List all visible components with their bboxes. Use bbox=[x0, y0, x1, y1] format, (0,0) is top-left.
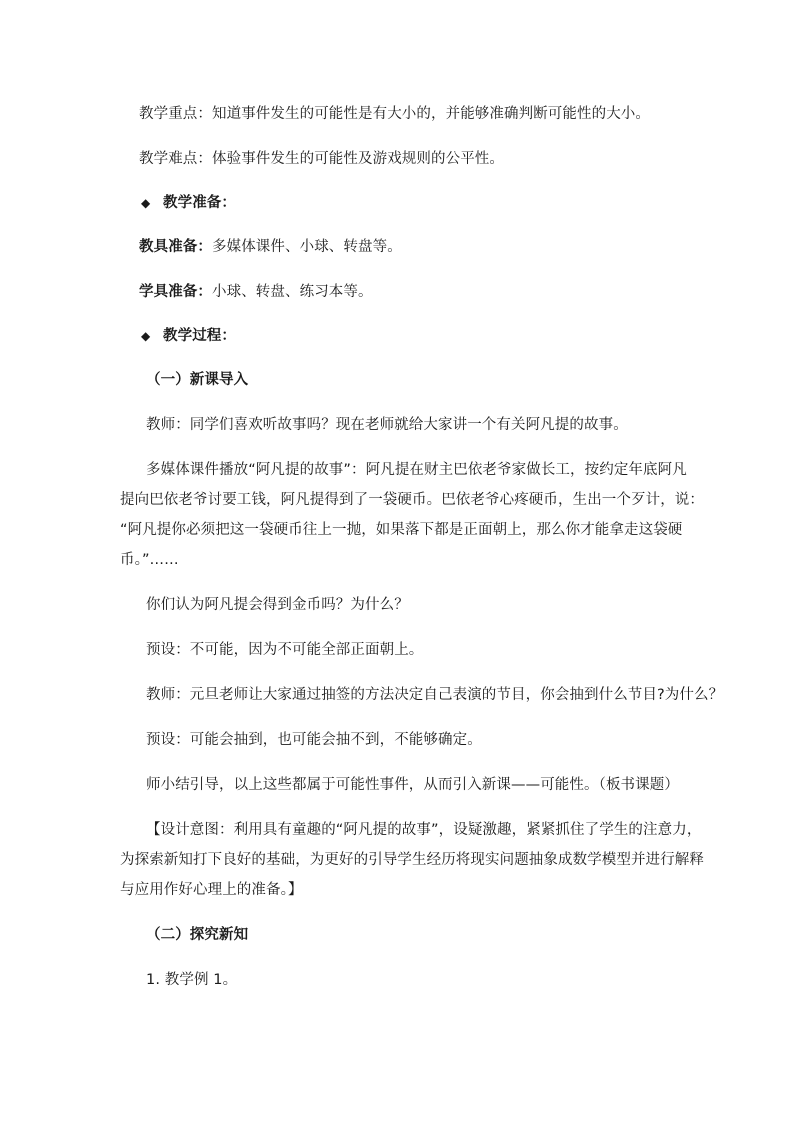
difficult-point-text: 教学难点：体验事件发生的可能性及游戏规则的公平性。 bbox=[139, 151, 504, 167]
preset-paragraph-2: 预设：可能会抽到，也可能会抽不到，不能够确定。 bbox=[146, 732, 482, 748]
section-title-preparation: 教学准备： bbox=[163, 195, 236, 211]
design-intent-line-1: 【设计意图：利用具有童趣的“阿凡提的故事”，设疑激趣，紧紧抓住了学生的注意力， bbox=[146, 822, 702, 838]
story-line-3: “阿凡提你必须把这一袋硬币往上一抛，如果落下都是正面朝上，那么你才能拿走这袋硬 bbox=[120, 522, 683, 538]
teacher-prep-label: 教具准备： bbox=[139, 239, 212, 255]
story-line-4: 币。”…… bbox=[120, 552, 179, 568]
key-point-text: 教学重点：知道事件发生的可能性是有大小的，并能够准确判断可能性的大小。 bbox=[139, 106, 650, 122]
subsection-title-explore: （二）探究新知 bbox=[146, 927, 249, 943]
story-line-1: 多媒体课件播放“阿凡提的故事”：阿凡提在财主巴依老爷家做长工，按约定年底阿凡 bbox=[146, 462, 687, 478]
preset-paragraph-1: 预设：不可能，因为不可能全部正面朝上。 bbox=[146, 642, 424, 658]
design-intent-line-3: 与应用作好心理上的准备。】 bbox=[120, 882, 303, 898]
diamond-bullet-icon: ◆ bbox=[141, 196, 151, 210]
section-heading-preparation bbox=[141, 193, 236, 213]
teacher-prep-text: 多媒体课件、小球、转盘等。 bbox=[212, 239, 402, 255]
section-heading-process bbox=[141, 326, 236, 346]
teacher-paragraph-1: 教师：同学们喜欢听故事吗？现在老师就给大家讲一个有关阿凡提的故事。 bbox=[146, 417, 628, 433]
student-prep-line bbox=[139, 282, 373, 302]
story-line-2: 提向巴依老爷讨要工钱，阿凡提得到了一袋硬币。巴依老爷心疼硬币，生出一个歹计，说： bbox=[120, 492, 704, 508]
teacher-prep-line bbox=[139, 237, 402, 257]
section-title-process: 教学过程： bbox=[163, 328, 236, 344]
example-1-heading: 1. 教学例 1。 bbox=[146, 972, 238, 988]
design-intent-line-2: 为探索新知打下良好的基础，为更好的引导学生经历将现实问题抽象成数学模型并进行解释 bbox=[120, 852, 704, 868]
summary-paragraph: 师小结引导，以上这些都属于可能性事件，从而引入新课——可能性。（板书课题） bbox=[146, 777, 679, 793]
subsection-title-intro: （一）新课导入 bbox=[146, 372, 249, 388]
student-prep-text: 小球、转盘、练习本等。 bbox=[212, 284, 373, 300]
teacher-paragraph-2: 教师：元旦老师让大家通过抽签的方法决定自己表演的节目，你会抽到什么节目?为什么？ bbox=[146, 687, 724, 703]
question-paragraph: 你们认为阿凡提会得到金币吗？为什么？ bbox=[146, 597, 409, 613]
diamond-bullet-icon: ◆ bbox=[141, 329, 151, 343]
student-prep-label: 学具准备： bbox=[139, 284, 212, 300]
